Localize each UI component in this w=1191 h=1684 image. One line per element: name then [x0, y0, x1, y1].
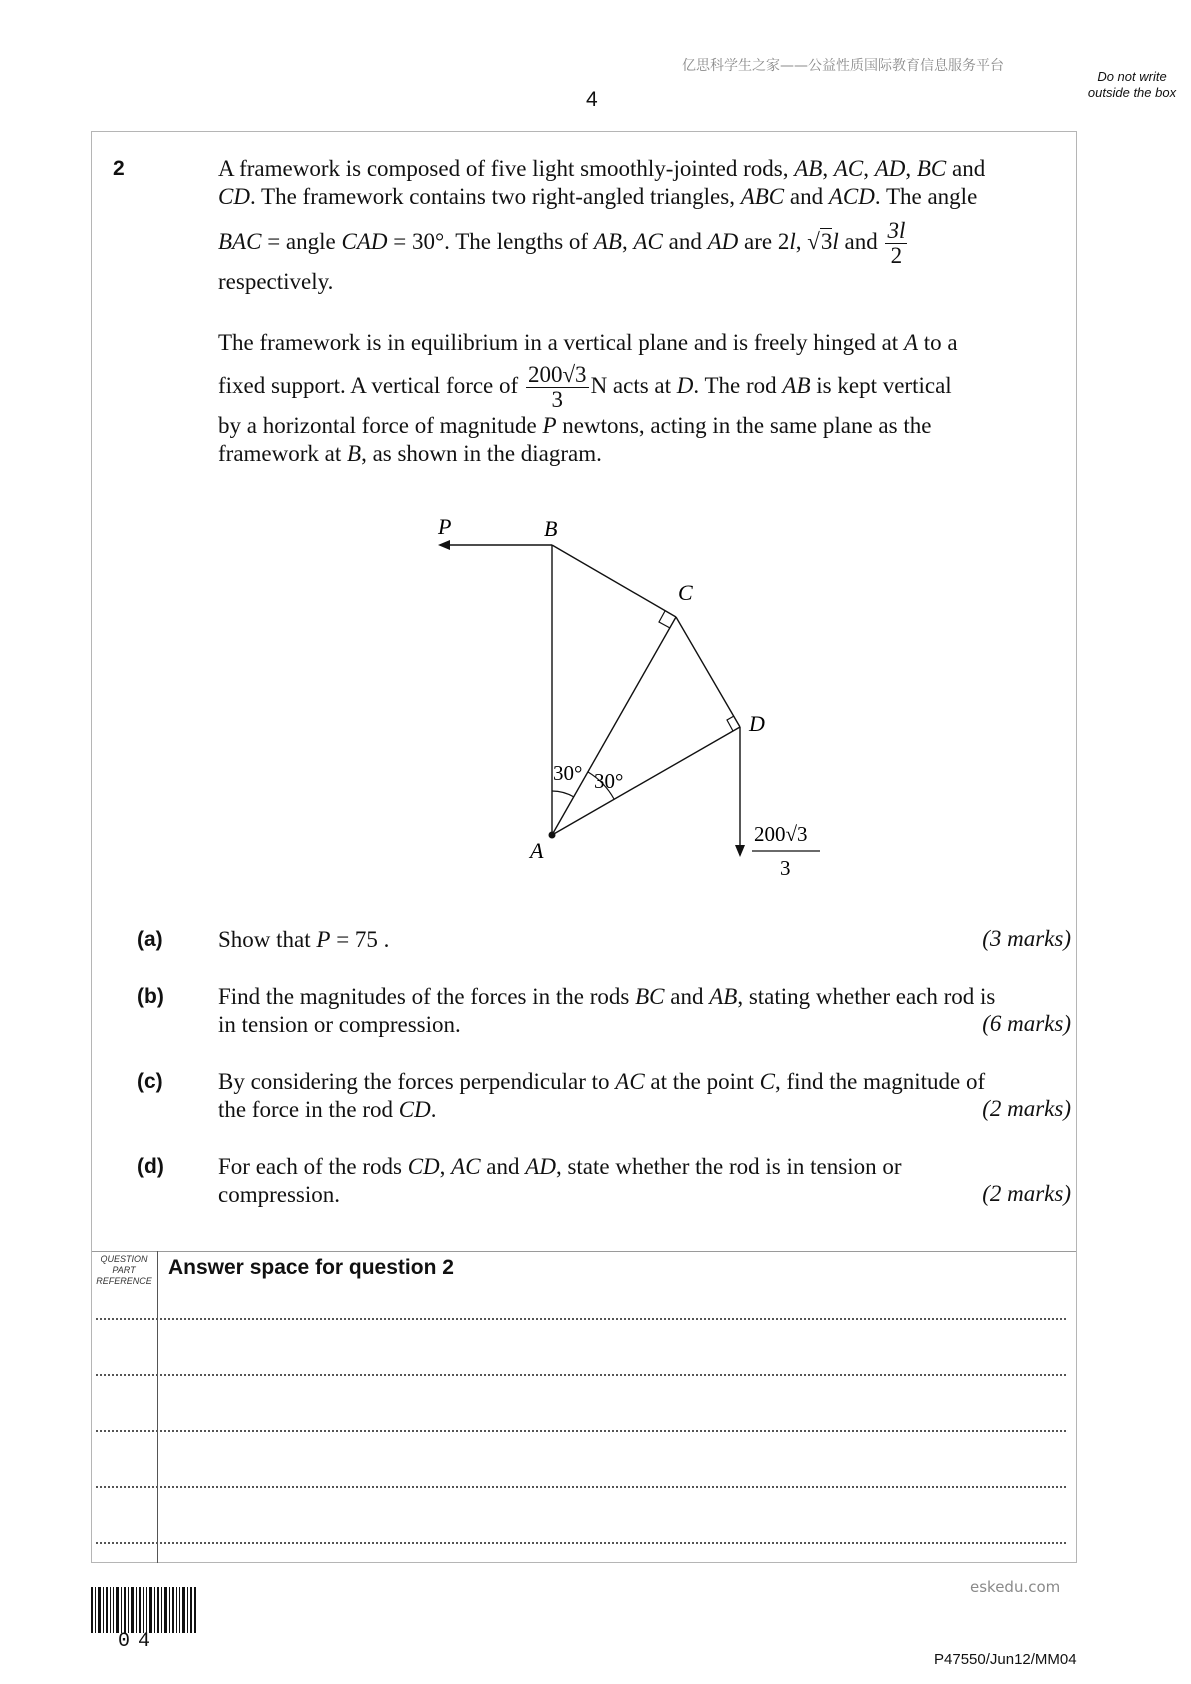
framework-diagram — [400, 500, 850, 900]
part-d-marks: (2 marks) — [982, 1181, 1071, 1206]
label-d: D — [749, 711, 765, 736]
part-b-marks: (6 marks) — [982, 1011, 1071, 1036]
force-label-num: 200√3 — [754, 822, 808, 846]
force-label-den: 3 — [780, 856, 791, 880]
length-fraction: $\frac{3l}{2}$ — [887, 218, 906, 268]
right-angle-c — [659, 611, 670, 628]
question-number: 2 — [113, 157, 125, 180]
answer-line[interactable] — [96, 1486, 1066, 1488]
part-c-label: (c) — [137, 1070, 163, 1093]
part-b-text: Find the magnitudes of the forces in the rods BC and AB, stating whether each rod is in tension or compression. — [218, 984, 996, 1037]
part-c-text: By considering the forces perpendicular to AC at the point C, find the magnitude of the force in the rod CD. — [218, 1069, 986, 1122]
angle-arc-1 — [552, 791, 574, 797]
force-fraction: $\frac{200√3}{3}$ — [527, 362, 587, 412]
answer-ref-column-rule — [157, 1251, 158, 1563]
question-paragraph-2: The framework is in equilibrium in a vertical plane and is freely hinged at A to a fixed support. A vertical force of $\frac{200√3}{3}$ N acts at D. The rod AB is kept vertical by a horizontal force of magnitude P newtons, acting in the same plane as the framework at B, as shown in the diagram. — [218, 330, 958, 466]
answer-space-title: Answer space for question 2 — [168, 1256, 454, 1279]
answer-line[interactable] — [96, 1374, 1066, 1376]
barcode-number: 04 — [118, 1630, 159, 1653]
hinge-point-a — [549, 832, 556, 839]
answer-line[interactable] — [96, 1430, 1066, 1432]
angle-label-2: 30° — [594, 769, 624, 793]
rod-cd — [676, 617, 740, 727]
part-a-marks: (3 marks) — [982, 926, 1071, 951]
part-d-text: For each of the rods CD, AC and AD, state whether the rod is in tension or compression. — [218, 1154, 902, 1207]
barcode-image — [91, 1587, 197, 1633]
answer-top-rule — [92, 1251, 1076, 1252]
label-p: P — [438, 514, 452, 539]
question-paragraph-1: A framework is composed of five light smoothly-jointed rods, AB, AC, AD, BC and CD. The framework contains two right-angled triangles, ABC and ACD. The angle BAC = angle CAD = 30°. The lengths of AB, AC and AD are 2l, √3l and $\frac{3l}{2}$ respectively. — [218, 156, 986, 294]
answer-line[interactable] — [96, 1318, 1066, 1320]
part-a-label: (a) — [137, 928, 163, 951]
label-a: A — [530, 838, 544, 863]
part-c-marks: (2 marks) — [982, 1096, 1071, 1121]
rod-ac — [552, 617, 676, 835]
right-angle-d — [727, 716, 734, 731]
site-watermark: eskedu.com — [970, 1578, 1061, 1596]
label-c: C — [678, 580, 693, 605]
question-part-reference-label: QUESTION PART REFERENCE — [96, 1254, 152, 1286]
page-number: 4 — [586, 88, 598, 111]
answer-line[interactable] — [96, 1542, 1066, 1544]
paper-code: P47550/Jun12/MM04 — [934, 1651, 1077, 1668]
watermark-text: 亿思科学生之家——公益性质国际教育信息服务平台 — [682, 58, 1004, 74]
part-a-text: Show that P = 75 . — [218, 927, 390, 952]
rod-bc — [552, 545, 676, 617]
part-d-label: (d) — [137, 1155, 164, 1178]
part-b-label: (b) — [137, 985, 164, 1008]
label-b: B — [544, 516, 558, 541]
angle-label-1: 30° — [553, 761, 583, 785]
margin-note: Do not write outside the box — [1087, 69, 1177, 100]
